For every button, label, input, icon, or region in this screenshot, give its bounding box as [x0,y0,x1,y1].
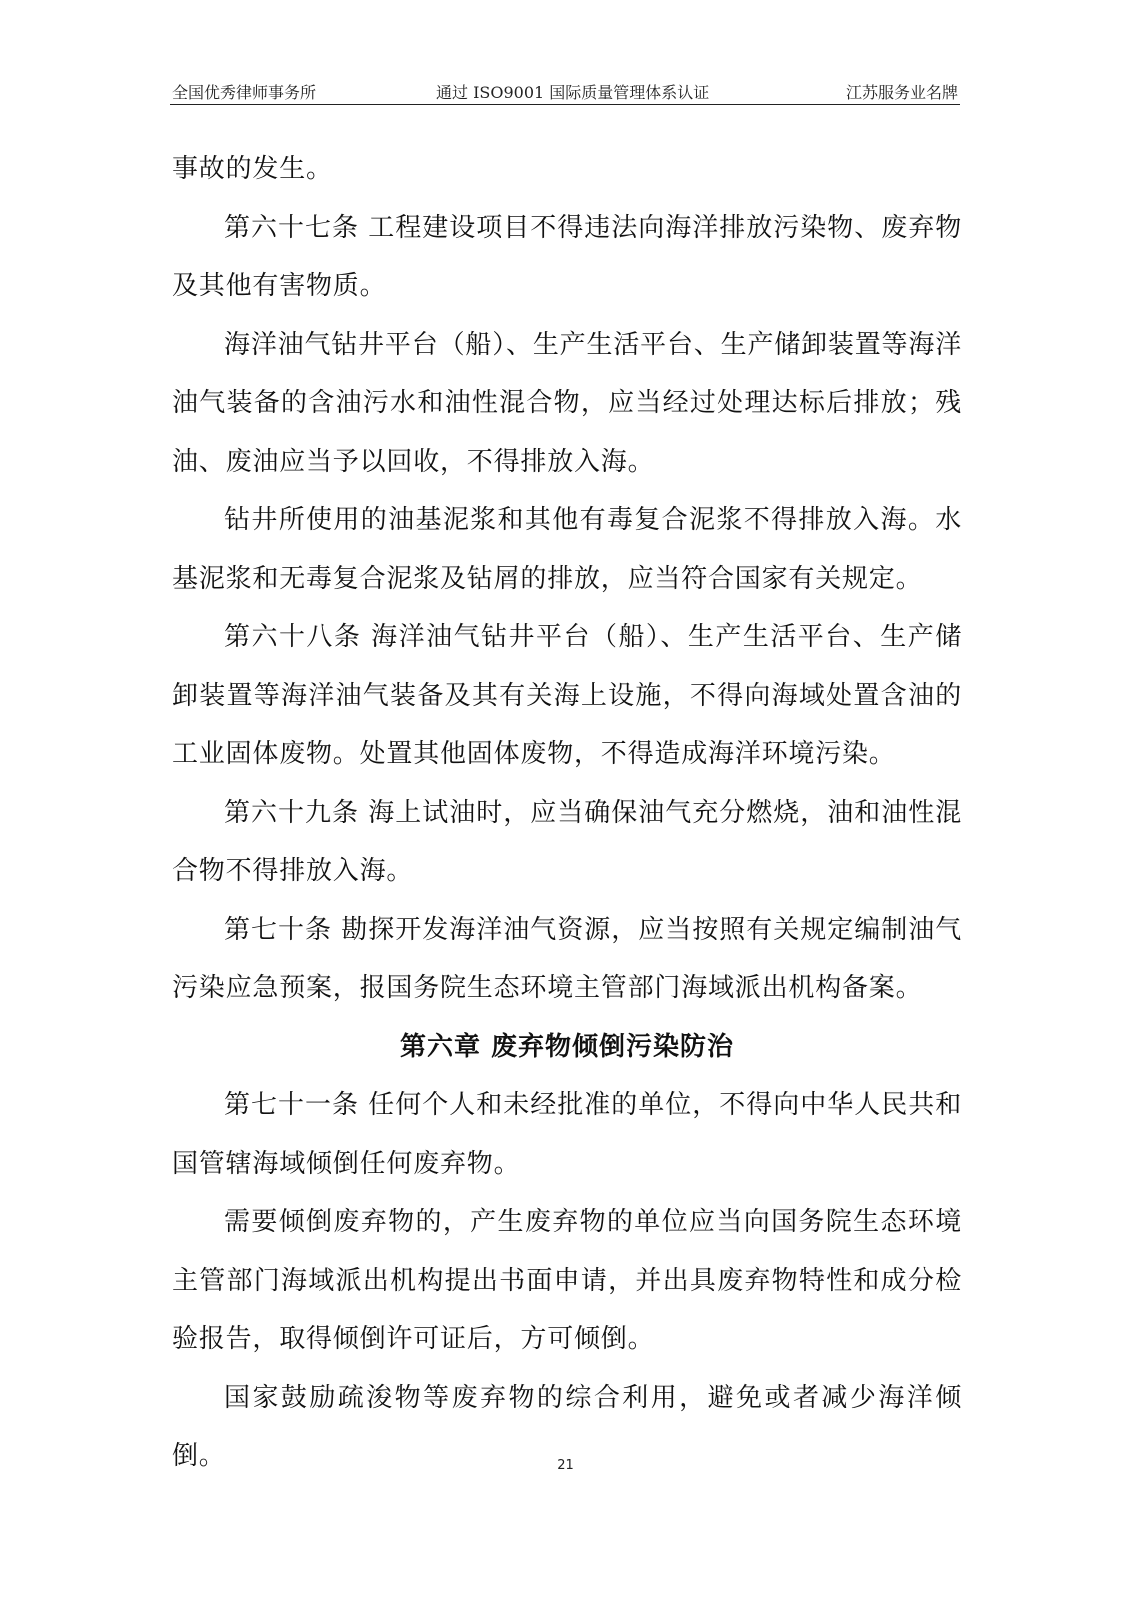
article-67-paragraph-3: 钻井所使用的油基泥浆和其他有毒复合泥浆不得排放入海。水基泥浆和无毒复合泥浆及钻屑的排放，应当符合国家有关规定。 [172,505,962,594]
article-67-paragraph-2: 海洋油气钻井平台（船）、生产生活平台、生产储卸装置等海洋油气装备的含油污水和油性混合物，应当经过处理达标后排放；残油、废油应当予以回收，不得排放入海。 [172,329,962,477]
article-71: 第七十一条 任何个人和未经批准的单位，不得向中华人民共和国管辖海域倾倒任何废弃物。 [172,1090,962,1179]
article-68: 第六十八条 海洋油气钻井平台（船）、生产生活平台、生产储卸装置等海洋油气装备及其有关海上设施，不得向海域处置含油的工业固体废物。处置其他固体废物，不得造成海洋环境污染。 [172,622,962,769]
header-firm-name: 全国优秀律师事务所 [172,83,317,102]
paragraph-continuation: 事故的发生。 [172,154,333,184]
article-69: 第六十九条 海上试油时，应当确保油气充分燃烧，油和油性混合物不得排放入海。 [172,797,962,886]
header-brand: 江苏服务业名牌 [845,83,958,102]
document-body [172,140,962,1486]
article-71-paragraph-2: 需要倾倒废弃物的，产生废弃物的单位应当向国务院生态环境主管部门海域派出机构提出书面申请，并出具废弃物特性和成分检验报告，取得倾倒许可证后，方可倾倒。 [172,1207,962,1354]
article-71-paragraph-3: 国家鼓励疏浚物等废弃物的综合利用，避免或者减少海洋倾倒。 [172,1382,962,1471]
article-70: 第七十条 勘探开发海洋油气资源，应当按照有关规定编制油气污染应急预案，报国务院生态环境主管部门海域派出机构备案。 [172,914,962,1003]
page-header [170,74,960,105]
article-67: 第六十七条 工程建设项目不得违法向海洋排放污染物、废弃物及其他有害物质。 [172,212,962,301]
header-certification: 通过 ISO9001 国际质量管理体系认证 [436,83,710,102]
chapter-title: 第六章 废弃物倾倒污染防治 [399,1031,735,1062]
page-number: 21 [557,1458,574,1473]
